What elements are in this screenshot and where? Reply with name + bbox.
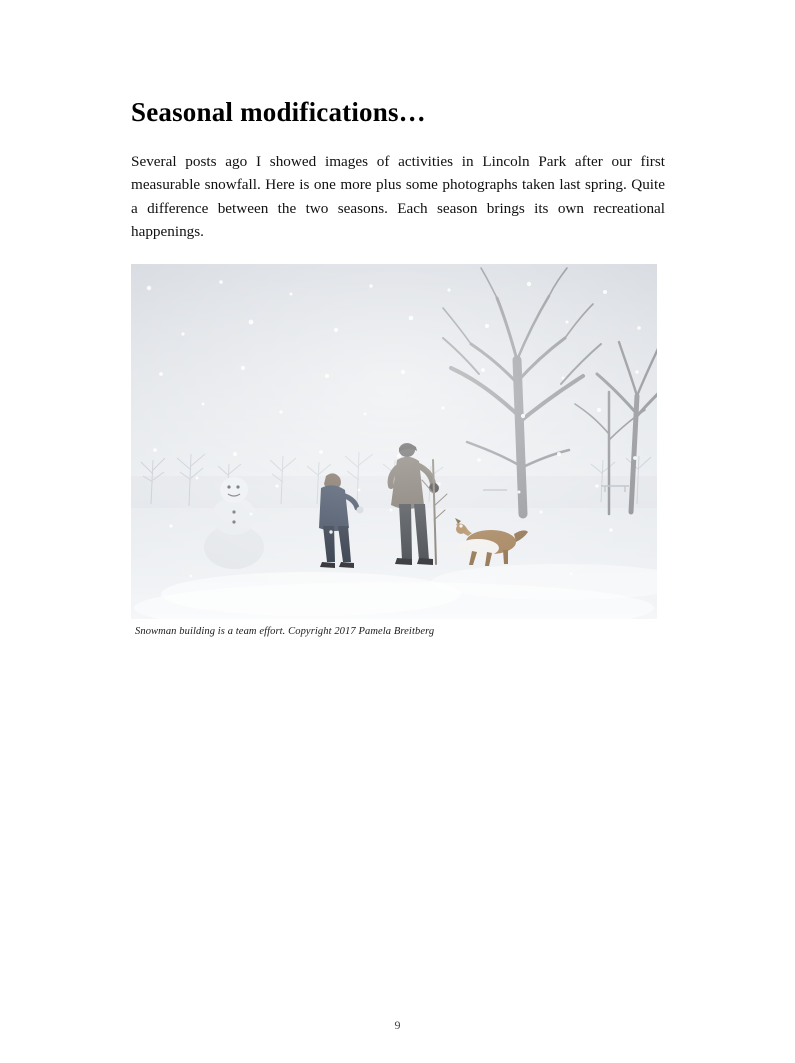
photograph: [131, 264, 657, 619]
page-title: Seasonal modifications…: [131, 97, 426, 127]
figure: [131, 264, 657, 639]
page-number: 9: [394, 1018, 401, 1032]
snow-scene-illustration: [131, 264, 657, 619]
figure-caption: Snowman building is a team effort. Copyright 2017 Pamela Breitberg: [135, 625, 435, 637]
page-content: [131, 96, 665, 639]
body-paragraph: Several posts ago I showed images of activities in Lincoln Park after our first measurable snowfall. Here is one more plus some photographs taken last spring. Quite a difference between the two seasons. Each season brings its own recreational happenings.: [131, 153, 665, 241]
